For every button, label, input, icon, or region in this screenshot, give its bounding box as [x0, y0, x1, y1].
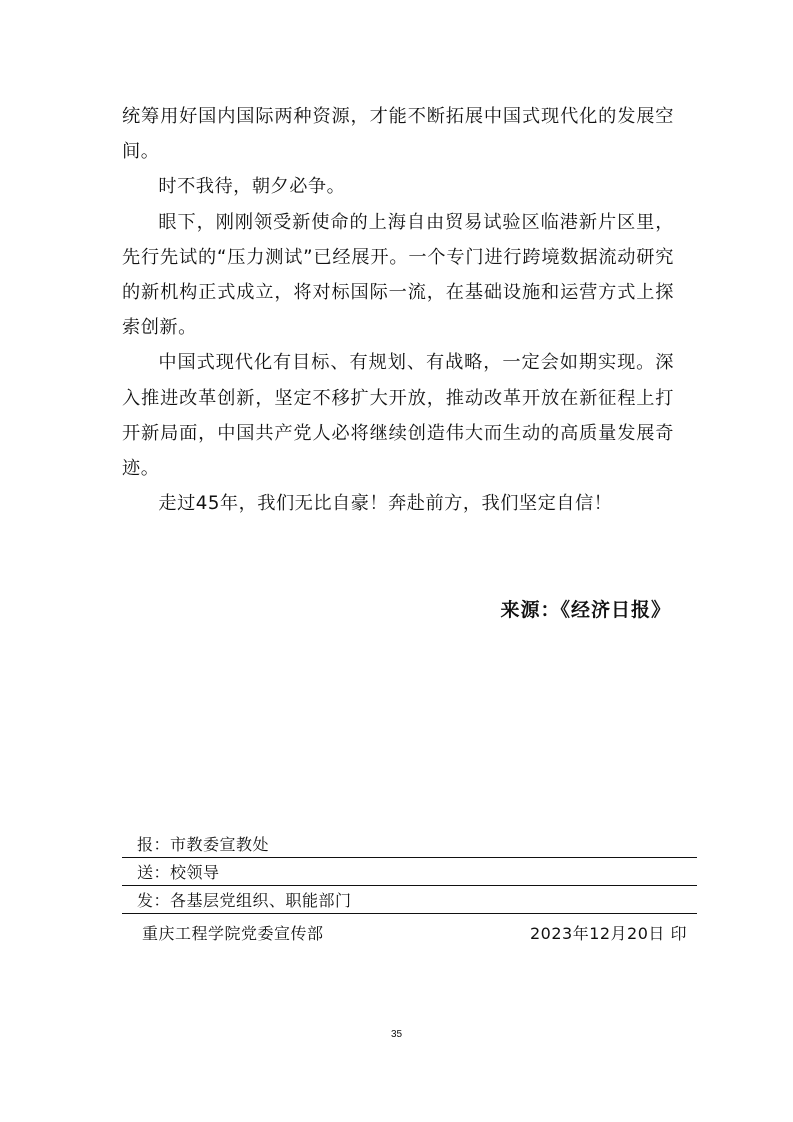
issue-label: 发：	[137, 891, 171, 910]
page-number: 35	[390, 1029, 403, 1040]
report-value: 市教委宣教处	[170, 835, 270, 854]
issue-value: 各基层党组织、职能部门	[170, 891, 352, 910]
paragraph: 走过45年，我们无比自豪！奔赴前方，我们坚定自信！	[158, 493, 613, 515]
send-label: 送：	[137, 863, 171, 882]
distribution-table	[122, 830, 697, 944]
issuer-name: 重庆工程学院党委宣传部	[142, 924, 324, 943]
article-source: 来源：《经济日报》	[500, 599, 671, 621]
report-label: 报：	[137, 835, 171, 854]
distribution-row-report	[122, 830, 697, 858]
distribution-row-send	[122, 858, 697, 886]
distribution-row-issue	[122, 886, 697, 914]
send-value: 校领导	[170, 863, 220, 882]
issuer-footer	[122, 914, 697, 944]
print-date: 2023年12月20日 印	[529, 924, 687, 943]
paragraph: 眼下，刚刚领受新使命的上海自由贸易试验区临港新片区里，先行先试的“压力测试”已经展开。一个专门进行跨境数据流动研究的新机构正式成立，将对标国际一流，在基础设施和运营方式上探索创新。	[122, 211, 674, 339]
paragraph: 中国式现代化有目标、有规划、有战略，一定会如期实现。深入推进改革创新，坚定不移扩大开放，推动改革开放在新征程上打开新局面，中国共产党人必将继续创造伟大而生动的高质量发展奇迹。	[122, 352, 674, 480]
paragraph-continued: 统筹用好国内国际两种资源，才能不断拓展中国式现代化的发展空间。	[122, 106, 674, 163]
article-body	[122, 99, 674, 521]
paragraph: 时不我待，朝夕必争。	[158, 176, 346, 198]
